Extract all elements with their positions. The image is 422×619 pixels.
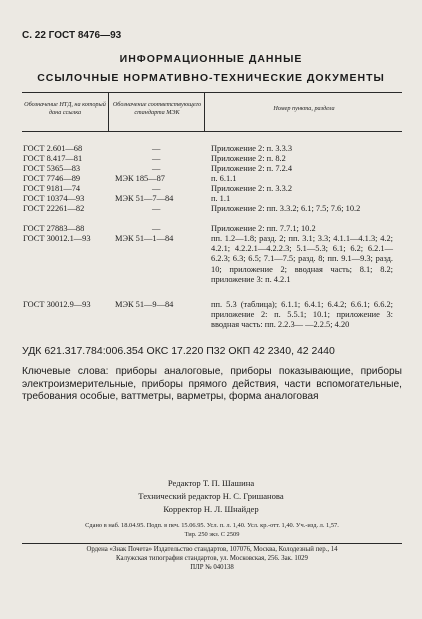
table-cell-ntd: ГОСТ 9181—74: [23, 184, 81, 193]
table-cell-ntd: ГОСТ 5365—83: [23, 164, 81, 173]
table-cell-ntd: ГОСТ 27883—88: [23, 224, 85, 233]
table-cell-mek: —: [152, 164, 161, 173]
publisher-line: Ордена «Знак Почета» Издательство стандартов, 107076, Москва, Колодезный пер., 14: [86, 546, 338, 553]
table-cell-item: Приложение 2: пп. 7.7.1; 10.2: [211, 224, 316, 233]
table-cell-item: пп. 1.2—1.8; разд. 2; пп. 3.1; 3.3; 4.1.1—4.1.3; 4.2; 4.2.1; 4.2.2.1—4.2.2.3; 5.1—5.3; 6.1; 6.2; 6.2.1—6.2.3; 6.3; 6.5; 7.1—7.5; разд. 8; пп. 9.1—9.3; разд. 10; приложение 2; вводная часть; 8.1; 8.2; приложение 3: п. 4.2.1: [211, 234, 393, 284]
tech-editor-line: Технический редактор Н. С. Гришанова: [138, 491, 284, 501]
table-cell-mek: —: [152, 154, 161, 163]
corrector-line: Корректор Н. Л. Шнайдер: [163, 504, 259, 514]
table-cell-mek: —: [152, 144, 161, 153]
table-cell-mek: —: [152, 204, 161, 213]
table-cell-item: Приложение 2: п. 3.3.3: [211, 144, 293, 153]
table-cell-item: Приложение 2: п. 3.3.2: [211, 184, 293, 193]
table-divider: [108, 92, 109, 131]
table-cell-item: Приложение 2: п. 8.2: [211, 154, 286, 163]
table-cell-item: пп. 5.3 (таблица); 6.1.1; 6.4.1; 6.4.2; 6.6.1; 6.6.2; приложение 2: п. 5.5.1; 10.1; приложение 3: вводная часть: пп. 2.2.3— —2.2.5; 4.20: [211, 300, 393, 330]
page-header: С. 22 ГОСТ 8476—93: [22, 30, 122, 41]
table-cell-ntd: ГОСТ 30012.9—93: [23, 300, 91, 309]
section-title: ИНФОРМАЦИОННЫЕ ДАННЫЕ: [119, 53, 303, 65]
printer-line: Калужская типография стандартов, ул. Московская, 256. Зак. 1029: [116, 555, 308, 562]
table-cell-mek: —: [152, 224, 161, 233]
table-cell-item: Приложение 2: пп. 3.3.2; 6.1; 7.5; 7.6; 10.2: [211, 204, 361, 213]
table-cell-ntd: ГОСТ 30012.1—93: [23, 234, 91, 243]
imprint-line: Сдано в наб. 18.04.95. Подп. в печ. 15.06.95. Усл. п. л. 1,40. Усл. кр.-отт. 1,40. Уч.-изд. л. 1,57.: [85, 522, 339, 529]
table-cell-mek: МЭК 185—87: [115, 174, 165, 183]
classification-codes: УДК 621.317.784:006.354 ОКС 17.220 П32 ОКП 42 2340, 42 2440: [22, 345, 335, 357]
table-cell-item: п. 6.1.1: [211, 174, 237, 183]
license-line: ПЛР № 040138: [190, 564, 234, 571]
section-subtitle: ССЫЛОЧНЫЕ НОРМАТИВНО-ТЕХНИЧЕСКИЕ ДОКУМЕНТЫ: [37, 72, 385, 84]
table-header-rule: [22, 131, 402, 132]
table-cell-ntd: ГОСТ 8.417—81: [23, 154, 83, 163]
table-cell-mek: МЭК 51—7—84: [115, 194, 174, 203]
table-cell-mek: МЭК 51—9—84: [115, 300, 174, 309]
table-cell-ntd: ГОСТ 10374—93: [23, 194, 85, 203]
table-cell-mek: —: [152, 184, 161, 193]
imprint-line: Тир. 250 экз. С 2509: [184, 531, 240, 538]
table-cell-ntd: ГОСТ 7746—89: [23, 174, 81, 183]
table-top-rule: [22, 92, 402, 93]
col-header-ntd: Обозначение НТД, на который дана ссылка: [24, 101, 106, 116]
table-cell-mek: МЭК 51—1—84: [115, 234, 174, 243]
col-header-item: Номер пункта, раздела: [273, 105, 335, 112]
table-cell-ntd: ГОСТ 22261—82: [23, 204, 85, 213]
keywords-paragraph: Ключевые слова: приборы аналоговые, приборы показывающие, приборы электроизмерительные, приборы прямого действия, части вспомогательные, требования особые, ваттметры, варметры, форма аналоговая: [22, 366, 402, 403]
col-header-mek: Обозначение соответствующего стандарта МЭК: [112, 101, 202, 116]
table-cell-item: п. 1.1: [211, 194, 231, 203]
table-cell-item: Приложение 2: п. 7.2.4: [211, 164, 293, 173]
table-cell-ntd: ГОСТ 2.601—68: [23, 144, 83, 153]
table-divider: [204, 92, 205, 131]
editor-line: Редактор Т. П. Шашина: [167, 478, 255, 488]
footer-rule: [22, 543, 402, 544]
